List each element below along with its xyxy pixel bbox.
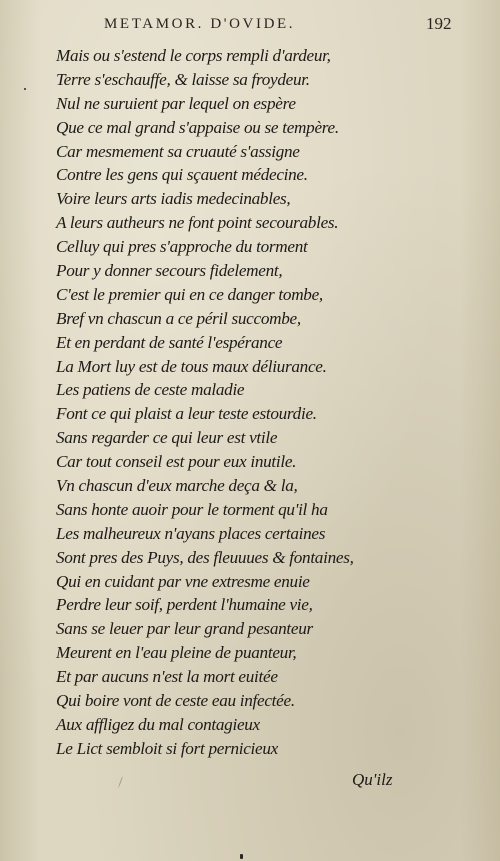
catchword: Qu'ilz xyxy=(352,770,393,789)
verse-line: Que ce mal grand s'appaise ou se tempère. xyxy=(56,117,339,137)
verse-line: Le Lict sembloit si fort pernicieux xyxy=(56,738,278,758)
verse-line: Aux affligez du mal contagieux xyxy=(56,714,260,734)
verse-line: Et par aucuns n'est la mort euitée xyxy=(56,667,278,687)
verse-line: Contre les gens qui sçauent médecine. xyxy=(56,165,308,185)
verse-line: Car tout conseil est pour eux inutile. xyxy=(56,452,297,472)
page-number: 192 xyxy=(426,14,452,33)
verse-line: Nul ne suruient par lequel on espère xyxy=(56,93,296,113)
verse-line: Celluy qui pres s'approche du torment xyxy=(56,237,308,257)
running-title: METAMOR. D'OVIDE. xyxy=(104,16,296,32)
verse-line: Car mesmement sa cruauté s'assigne xyxy=(56,141,300,161)
verse-line: Sont pres des Puys, des fleuuues & fontaines, xyxy=(56,547,354,567)
verse-line: Meurent en l'eau pleine de puanteur, xyxy=(56,643,297,663)
verse-line: Terre s'eschauffe, & laisse sa froydeur. xyxy=(56,69,310,89)
verse-line: Voire leurs arts iadis medecinables, xyxy=(56,189,291,209)
verse-line: Qui boire vont de ceste eau infectée. xyxy=(56,691,295,711)
verse-line: Les malheureux n'ayans places certaines xyxy=(56,523,326,543)
verse-line: Qui en cuidant par vne extresme enuie xyxy=(56,571,310,591)
verse-line: Bref vn chascun a ce péril succombe, xyxy=(56,308,301,328)
paper-crease xyxy=(118,776,123,788)
verse-line: Perdre leur soif, perdent l'humaine vie, xyxy=(56,595,313,615)
verse-line: Pour y donner secours fidelement, xyxy=(56,261,283,281)
verse-line: Mais ou s'estend le corps rempli d'ardeur, xyxy=(56,46,331,65)
verse-line: Et en perdant de santé l'espérance xyxy=(56,332,283,352)
verse-line: Font ce qui plaist a leur teste estourdie. xyxy=(56,404,317,424)
verse-line: Vn chascun d'eux marche deça & la, xyxy=(56,476,298,496)
verse-line: C'est le premier qui en ce danger tombe, xyxy=(56,284,323,304)
verse-block xyxy=(56,44,456,761)
verse-line: Sans regarder ce qui leur est vtile xyxy=(56,428,278,448)
ink-speck xyxy=(240,854,243,859)
verse-line: Les patiens de ceste maladie xyxy=(56,380,245,400)
verse-line: Sans honte auoir pour le torment qu'il ha xyxy=(56,499,328,519)
verse-line: La Mort luy est de tous maux déliurance. xyxy=(56,356,327,376)
verse-line: Sans se leuer par leur grand pesanteur xyxy=(56,619,313,639)
verse-line: A leurs autheurs ne font point secourables. xyxy=(56,213,339,233)
ink-speck xyxy=(24,88,26,90)
